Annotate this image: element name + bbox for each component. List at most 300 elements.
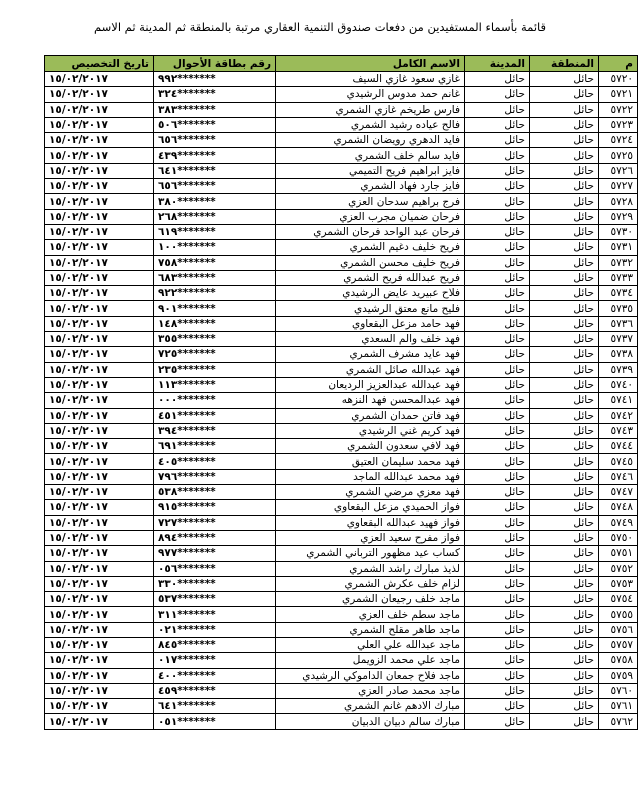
cell-city: حائل bbox=[465, 179, 530, 194]
table-row bbox=[45, 224, 638, 239]
cell-id-number: ٧٩٦******* bbox=[154, 469, 276, 484]
cell-allocation-date: ١٥/٠٢/٢٠١٧ bbox=[45, 377, 154, 392]
table-row bbox=[45, 87, 638, 102]
cell-allocation-date: ١٥/٠٢/٢٠١٧ bbox=[45, 576, 154, 591]
cell-allocation-date: ١٥/٠٢/٢٠١٧ bbox=[45, 592, 154, 607]
header-serial: م bbox=[599, 56, 638, 72]
table-body bbox=[45, 72, 638, 730]
cell-full-name: فالح عياده رشيد الشمري bbox=[276, 117, 465, 132]
table-row bbox=[45, 179, 638, 194]
cell-region: حائل bbox=[530, 607, 599, 622]
cell-serial: ٥٧٢٩ bbox=[599, 209, 638, 224]
cell-full-name: فارس طريخم غازي الشمري bbox=[276, 102, 465, 117]
cell-city: حائل bbox=[465, 224, 530, 239]
cell-id-number: ٩٧٧******* bbox=[154, 546, 276, 561]
table-row bbox=[45, 530, 638, 545]
table-row bbox=[45, 637, 638, 652]
cell-allocation-date: ١٥/٠٢/٢٠١٧ bbox=[45, 439, 154, 454]
cell-id-number: ٤٥١******* bbox=[154, 408, 276, 423]
table-row bbox=[45, 240, 638, 255]
cell-full-name: فريح خليف دغيم الشمري bbox=[276, 240, 465, 255]
cell-allocation-date: ١٥/٠٢/٢٠١٧ bbox=[45, 408, 154, 423]
cell-city: حائل bbox=[465, 332, 530, 347]
table-header-row bbox=[45, 56, 638, 72]
cell-allocation-date: ١٥/٠٢/٢٠١٧ bbox=[45, 500, 154, 515]
cell-serial: ٥٧٥٣ bbox=[599, 576, 638, 591]
cell-city: حائل bbox=[465, 362, 530, 377]
cell-allocation-date: ١٥/٠٢/٢٠١٧ bbox=[45, 637, 154, 652]
table-row bbox=[45, 270, 638, 285]
cell-full-name: ماجد فلاح جمعان الداموكي الرشيدي bbox=[276, 668, 465, 683]
cell-allocation-date: ١٥/٠٢/٢٠١٧ bbox=[45, 668, 154, 683]
table-row bbox=[45, 163, 638, 178]
cell-allocation-date: ١٥/٠٢/٢٠١٧ bbox=[45, 607, 154, 622]
cell-full-name: فريح عبدالله فريح الشمري bbox=[276, 270, 465, 285]
cell-region: حائل bbox=[530, 270, 599, 285]
cell-serial: ٥٧٤٩ bbox=[599, 515, 638, 530]
cell-city: حائل bbox=[465, 301, 530, 316]
cell-serial: ٥٧٢٧ bbox=[599, 179, 638, 194]
cell-full-name: ماجد خلف رجيعان الشمري bbox=[276, 592, 465, 607]
cell-full-name: فواز فهيد عبدالله البقعاوي bbox=[276, 515, 465, 530]
cell-region: حائل bbox=[530, 668, 599, 683]
cell-id-number: ٩١٥******* bbox=[154, 500, 276, 515]
cell-region: حائل bbox=[530, 194, 599, 209]
cell-region: حائل bbox=[530, 209, 599, 224]
cell-serial: ٥٧٦٢ bbox=[599, 714, 638, 729]
cell-city: حائل bbox=[465, 240, 530, 255]
table-row bbox=[45, 439, 638, 454]
cell-serial: ٥٧٥٧ bbox=[599, 637, 638, 652]
cell-full-name: كساب عيد مظهور الترباني الشمري bbox=[276, 546, 465, 561]
header-id-number: رقم بطاقة الأحوال bbox=[154, 56, 276, 72]
cell-serial: ٥٧٤٦ bbox=[599, 469, 638, 484]
cell-region: حائل bbox=[530, 485, 599, 500]
cell-region: حائل bbox=[530, 408, 599, 423]
cell-city: حائل bbox=[465, 423, 530, 438]
cell-full-name: فرحان ضميان مجرب العزي bbox=[276, 209, 465, 224]
cell-region: حائل bbox=[530, 530, 599, 545]
cell-allocation-date: ١٥/٠٢/٢٠١٧ bbox=[45, 117, 154, 132]
cell-allocation-date: ١٥/٠٢/٢٠١٧ bbox=[45, 362, 154, 377]
cell-full-name: فليح مانع معتق الرشيدي bbox=[276, 301, 465, 316]
cell-region: حائل bbox=[530, 148, 599, 163]
cell-allocation-date: ١٥/٠٢/٢٠١٧ bbox=[45, 454, 154, 469]
cell-allocation-date: ١٥/٠٢/٢٠١٧ bbox=[45, 179, 154, 194]
cell-serial: ٥٧٥٦ bbox=[599, 622, 638, 637]
cell-city: حائل bbox=[465, 286, 530, 301]
cell-serial: ٥٧٥٨ bbox=[599, 653, 638, 668]
table-row bbox=[45, 332, 638, 347]
cell-city: حائل bbox=[465, 408, 530, 423]
table-row bbox=[45, 347, 638, 362]
table-row bbox=[45, 133, 638, 148]
cell-id-number: ٣٨٣******* bbox=[154, 102, 276, 117]
cell-allocation-date: ١٥/٠٢/٢٠١٧ bbox=[45, 622, 154, 637]
cell-serial: ٥٧٢٤ bbox=[599, 133, 638, 148]
table-row bbox=[45, 622, 638, 637]
cell-id-number: ٩٢٢******* bbox=[154, 286, 276, 301]
cell-region: حائل bbox=[530, 332, 599, 347]
cell-allocation-date: ١٥/٠٢/٢٠١٧ bbox=[45, 530, 154, 545]
cell-full-name: ماجد علي محمد الزويمل bbox=[276, 653, 465, 668]
cell-region: حائل bbox=[530, 469, 599, 484]
cell-allocation-date: ١٥/٠٢/٢٠١٧ bbox=[45, 255, 154, 270]
cell-full-name: لزام خلف عكرش الشمري bbox=[276, 576, 465, 591]
cell-id-number: ٠٠٠******* bbox=[154, 393, 276, 408]
table-row bbox=[45, 607, 638, 622]
cell-full-name: فهد عايد مشرف الشمري bbox=[276, 347, 465, 362]
cell-serial: ٥٧٤٥ bbox=[599, 454, 638, 469]
cell-region: حائل bbox=[530, 561, 599, 576]
cell-id-number: ٩٩٢******* bbox=[154, 72, 276, 87]
cell-id-number: ٣٢٤******* bbox=[154, 87, 276, 102]
cell-city: حائل bbox=[465, 133, 530, 148]
cell-region: حائل bbox=[530, 576, 599, 591]
cell-full-name: فواز مفرح سعيد العزي bbox=[276, 530, 465, 545]
cell-allocation-date: ١٥/٠٢/٢٠١٧ bbox=[45, 714, 154, 729]
cell-serial: ٥٧٣٢ bbox=[599, 255, 638, 270]
cell-serial: ٥٧٣٧ bbox=[599, 332, 638, 347]
cell-city: حائل bbox=[465, 485, 530, 500]
cell-allocation-date: ١٥/٠٢/٢٠١٧ bbox=[45, 240, 154, 255]
cell-full-name: فهد فاتن حمدان الشمري bbox=[276, 408, 465, 423]
cell-id-number: ٦٨٣******* bbox=[154, 270, 276, 285]
cell-full-name: فايد سالم خلف الشمري bbox=[276, 148, 465, 163]
cell-region: حائل bbox=[530, 316, 599, 331]
cell-city: حائل bbox=[465, 500, 530, 515]
cell-region: حائل bbox=[530, 439, 599, 454]
cell-id-number: ٧٢٥******* bbox=[154, 347, 276, 362]
cell-city: حائل bbox=[465, 72, 530, 87]
cell-serial: ٥٧٥٥ bbox=[599, 607, 638, 622]
cell-region: حائل bbox=[530, 683, 599, 698]
cell-region: حائل bbox=[530, 714, 599, 729]
cell-allocation-date: ١٥/٠٢/٢٠١٧ bbox=[45, 316, 154, 331]
table-row bbox=[45, 362, 638, 377]
cell-id-number: ٣٥٥******* bbox=[154, 332, 276, 347]
cell-serial: ٥٧٤٧ bbox=[599, 485, 638, 500]
cell-serial: ٥٧٢٥ bbox=[599, 148, 638, 163]
table-row bbox=[45, 454, 638, 469]
cell-serial: ٥٧٢٣ bbox=[599, 117, 638, 132]
cell-allocation-date: ١٥/٠٢/٢٠١٧ bbox=[45, 546, 154, 561]
cell-city: حائل bbox=[465, 469, 530, 484]
cell-serial: ٥٧٥٩ bbox=[599, 668, 638, 683]
cell-city: حائل bbox=[465, 454, 530, 469]
cell-id-number: ٦١٩******* bbox=[154, 224, 276, 239]
cell-allocation-date: ١٥/٠٢/٢٠١٧ bbox=[45, 209, 154, 224]
page-title: قائمة بأسماء المستفيدين من دفعات صندوق التنمية العقاري مرتبة بالمنطقة ثم المدينة ثم الاسم bbox=[93, 20, 547, 34]
cell-id-number: ٣١١******* bbox=[154, 607, 276, 622]
cell-allocation-date: ١٥/٠٢/٢٠١٧ bbox=[45, 148, 154, 163]
cell-allocation-date: ١٥/٠٢/٢٠١٧ bbox=[45, 683, 154, 698]
cell-city: حائل bbox=[465, 102, 530, 117]
cell-allocation-date: ١٥/٠٢/٢٠١٧ bbox=[45, 332, 154, 347]
cell-region: حائل bbox=[530, 240, 599, 255]
cell-full-name: فهد محمد سليمان العتيق bbox=[276, 454, 465, 469]
table-row bbox=[45, 423, 638, 438]
cell-id-number: ٧٢٧******* bbox=[154, 515, 276, 530]
cell-serial: ٥٧٥٤ bbox=[599, 592, 638, 607]
cell-region: حائل bbox=[530, 179, 599, 194]
cell-serial: ٥٧٤٠ bbox=[599, 377, 638, 392]
cell-region: حائل bbox=[530, 301, 599, 316]
cell-city: حائل bbox=[465, 668, 530, 683]
cell-serial: ٥٧٣٣ bbox=[599, 270, 638, 285]
cell-city: حائل bbox=[465, 209, 530, 224]
cell-id-number: ٦٤١******* bbox=[154, 699, 276, 714]
cell-allocation-date: ١٥/٠٢/٢٠١٧ bbox=[45, 423, 154, 438]
cell-region: حائل bbox=[530, 72, 599, 87]
cell-id-number: ٠٥١******* bbox=[154, 714, 276, 729]
cell-serial: ٥٧٣٨ bbox=[599, 347, 638, 362]
table-row bbox=[45, 393, 638, 408]
table-row bbox=[45, 286, 638, 301]
cell-allocation-date: ١٥/٠٢/٢٠١٧ bbox=[45, 469, 154, 484]
cell-allocation-date: ١٥/٠٢/٢٠١٧ bbox=[45, 286, 154, 301]
cell-allocation-date: ١٥/٠٢/٢٠١٧ bbox=[45, 102, 154, 117]
cell-serial: ٥٧٢٢ bbox=[599, 102, 638, 117]
cell-region: حائل bbox=[530, 362, 599, 377]
cell-serial: ٥٧٥٠ bbox=[599, 530, 638, 545]
cell-id-number: ٣٨٠******* bbox=[154, 194, 276, 209]
cell-serial: ٥٧٦٠ bbox=[599, 683, 638, 698]
cell-city: حائل bbox=[465, 530, 530, 545]
cell-city: حائل bbox=[465, 194, 530, 209]
cell-full-name: ماجد سطم خلف العزي bbox=[276, 607, 465, 622]
cell-serial: ٥٧٣١ bbox=[599, 240, 638, 255]
cell-allocation-date: ١٥/٠٢/٢٠١٧ bbox=[45, 133, 154, 148]
cell-region: حائل bbox=[530, 102, 599, 117]
cell-full-name: فايز ابراهيم فريح التميمي bbox=[276, 163, 465, 178]
cell-full-name: فايد الدهري رويضان الشمري bbox=[276, 133, 465, 148]
cell-city: حائل bbox=[465, 316, 530, 331]
table-row bbox=[45, 699, 638, 714]
cell-id-number: ١٤٨******* bbox=[154, 316, 276, 331]
cell-region: حائل bbox=[530, 393, 599, 408]
cell-city: حائل bbox=[465, 699, 530, 714]
cell-region: حائل bbox=[530, 653, 599, 668]
cell-allocation-date: ١٥/٠٢/٢٠١٧ bbox=[45, 301, 154, 316]
cell-id-number: ٥٣٨******* bbox=[154, 485, 276, 500]
cell-id-number: ٤٣٩******* bbox=[154, 148, 276, 163]
table-row bbox=[45, 500, 638, 515]
cell-allocation-date: ١٥/٠٢/٢٠١٧ bbox=[45, 653, 154, 668]
cell-serial: ٥٧٦١ bbox=[599, 699, 638, 714]
cell-full-name: مبارك سالم دبيان الدبيان bbox=[276, 714, 465, 729]
header-full-name: الاسم الكامل bbox=[276, 56, 465, 72]
cell-city: حائل bbox=[465, 592, 530, 607]
table-row bbox=[45, 653, 638, 668]
table-row bbox=[45, 714, 638, 729]
cell-id-number: ٦٤١******* bbox=[154, 163, 276, 178]
cell-serial: ٥٧٣٦ bbox=[599, 316, 638, 331]
cell-serial: ٥٧٣٩ bbox=[599, 362, 638, 377]
table-row bbox=[45, 102, 638, 117]
cell-id-number: ٨٩٤******* bbox=[154, 530, 276, 545]
table-row bbox=[45, 301, 638, 316]
table-row bbox=[45, 683, 638, 698]
cell-region: حائل bbox=[530, 454, 599, 469]
cell-full-name: لذيذ مبارك راشد الشمري bbox=[276, 561, 465, 576]
cell-city: حائل bbox=[465, 637, 530, 652]
cell-allocation-date: ١٥/٠٢/٢٠١٧ bbox=[45, 561, 154, 576]
cell-id-number: ١١٣******* bbox=[154, 377, 276, 392]
cell-id-number: ٠٥٦******* bbox=[154, 561, 276, 576]
cell-allocation-date: ١٥/٠٢/٢٠١٧ bbox=[45, 485, 154, 500]
cell-full-name: فهد كريم غني الرشيدي bbox=[276, 423, 465, 438]
cell-city: حائل bbox=[465, 163, 530, 178]
cell-region: حائل bbox=[530, 500, 599, 515]
header-region: المنطقة bbox=[530, 56, 599, 72]
cell-full-name: فهد معزي مرضي الشمري bbox=[276, 485, 465, 500]
cell-region: حائل bbox=[530, 87, 599, 102]
cell-allocation-date: ١٥/٠٢/٢٠١٧ bbox=[45, 163, 154, 178]
cell-region: حائل bbox=[530, 423, 599, 438]
cell-allocation-date: ١٥/٠٢/٢٠١٧ bbox=[45, 270, 154, 285]
cell-region: حائل bbox=[530, 546, 599, 561]
cell-allocation-date: ١٥/٠٢/٢٠١٧ bbox=[45, 393, 154, 408]
cell-region: حائل bbox=[530, 637, 599, 652]
cell-full-name: ماجد عبدالله علي العلي bbox=[276, 637, 465, 652]
table-row bbox=[45, 546, 638, 561]
cell-serial: ٥٧٤١ bbox=[599, 393, 638, 408]
cell-city: حائل bbox=[465, 607, 530, 622]
table-row bbox=[45, 668, 638, 683]
cell-full-name: فرج براهيم سدحان العزي bbox=[276, 194, 465, 209]
table-row bbox=[45, 592, 638, 607]
cell-id-number: ٢٣٥******* bbox=[154, 362, 276, 377]
cell-city: حائل bbox=[465, 439, 530, 454]
cell-full-name: غانم حمد مدوس الرشيدي bbox=[276, 87, 465, 102]
table-row bbox=[45, 255, 638, 270]
table-row bbox=[45, 408, 638, 423]
cell-id-number: ١٠٠******* bbox=[154, 240, 276, 255]
cell-city: حائل bbox=[465, 653, 530, 668]
cell-serial: ٥٧٢١ bbox=[599, 87, 638, 102]
cell-id-number: ٠٢١******* bbox=[154, 622, 276, 637]
cell-city: حائل bbox=[465, 255, 530, 270]
cell-city: حائل bbox=[465, 347, 530, 362]
cell-region: حائل bbox=[530, 163, 599, 178]
cell-id-number: ٧٥٨******* bbox=[154, 255, 276, 270]
cell-serial: ٥٧٣٠ bbox=[599, 224, 638, 239]
cell-id-number: ٨٤٥******* bbox=[154, 637, 276, 652]
cell-region: حائل bbox=[530, 592, 599, 607]
cell-full-name: فهد عبدالله عبدالعزيز الرديعان bbox=[276, 377, 465, 392]
cell-serial: ٥٧٥٢ bbox=[599, 561, 638, 576]
cell-id-number: ٣٣٠******* bbox=[154, 576, 276, 591]
cell-full-name: فهد عبدالله صائل الشمري bbox=[276, 362, 465, 377]
cell-id-number: ٦٥٦******* bbox=[154, 133, 276, 148]
cell-serial: ٥٧٤٣ bbox=[599, 423, 638, 438]
cell-id-number: ٦٥٦******* bbox=[154, 179, 276, 194]
cell-city: حائل bbox=[465, 270, 530, 285]
table-row bbox=[45, 72, 638, 87]
cell-region: حائل bbox=[530, 255, 599, 270]
cell-full-name: ماجد محمد صادر العزي bbox=[276, 683, 465, 698]
cell-city: حائل bbox=[465, 117, 530, 132]
cell-full-name: فهد لافي سعدون الشمري bbox=[276, 439, 465, 454]
beneficiaries-table bbox=[44, 55, 638, 730]
cell-region: حائل bbox=[530, 377, 599, 392]
cell-region: حائل bbox=[530, 224, 599, 239]
cell-id-number: ٥٠٦******* bbox=[154, 117, 276, 132]
cell-serial: ٥٧٤٨ bbox=[599, 500, 638, 515]
cell-full-name: فرحان عبد الواحد فرحان الشمري bbox=[276, 224, 465, 239]
cell-id-number: ٩٠١******* bbox=[154, 301, 276, 316]
cell-city: حائل bbox=[465, 622, 530, 637]
cell-region: حائل bbox=[530, 622, 599, 637]
cell-id-number: ٤٠٥******* bbox=[154, 454, 276, 469]
cell-allocation-date: ١٥/٠٢/٢٠١٧ bbox=[45, 224, 154, 239]
header-city: المدينة bbox=[465, 56, 530, 72]
cell-region: حائل bbox=[530, 347, 599, 362]
cell-city: حائل bbox=[465, 714, 530, 729]
cell-id-number: ٠١٧******* bbox=[154, 653, 276, 668]
cell-allocation-date: ١٥/٠٢/٢٠١٧ bbox=[45, 515, 154, 530]
cell-serial: ٥٧٢٨ bbox=[599, 194, 638, 209]
cell-id-number: ٥٣٧******* bbox=[154, 592, 276, 607]
cell-region: حائل bbox=[530, 117, 599, 132]
cell-id-number: ٤٥٩******* bbox=[154, 683, 276, 698]
cell-region: حائل bbox=[530, 286, 599, 301]
cell-city: حائل bbox=[465, 87, 530, 102]
cell-full-name: فهد محمد عبدالله الماجد bbox=[276, 469, 465, 484]
cell-allocation-date: ١٥/٠٢/٢٠١٧ bbox=[45, 194, 154, 209]
table-row bbox=[45, 316, 638, 331]
cell-full-name: غازي سعود غازي السيف bbox=[276, 72, 465, 87]
cell-serial: ٥٧٤٢ bbox=[599, 408, 638, 423]
cell-city: حائل bbox=[465, 515, 530, 530]
cell-city: حائل bbox=[465, 546, 530, 561]
cell-serial: ٥٧٤٤ bbox=[599, 439, 638, 454]
cell-region: حائل bbox=[530, 515, 599, 530]
cell-allocation-date: ١٥/٠٢/٢٠١٧ bbox=[45, 72, 154, 87]
table-row bbox=[45, 515, 638, 530]
cell-full-name: فواز الحميدي مزعل البقعاوي bbox=[276, 500, 465, 515]
table-row bbox=[45, 576, 638, 591]
table-row bbox=[45, 194, 638, 209]
cell-full-name: فايز جارد فهاد الشمري bbox=[276, 179, 465, 194]
cell-serial: ٥٧٣٥ bbox=[599, 301, 638, 316]
cell-serial: ٥٧٢٦ bbox=[599, 163, 638, 178]
cell-city: حائل bbox=[465, 148, 530, 163]
cell-serial: ٥٧٢٠ bbox=[599, 72, 638, 87]
table-row bbox=[45, 209, 638, 224]
cell-city: حائل bbox=[465, 576, 530, 591]
table-row bbox=[45, 485, 638, 500]
cell-full-name: فهد عبدالمحسن فهد النزهه bbox=[276, 393, 465, 408]
cell-full-name: فلاح عبيريد عايض الرشيدي bbox=[276, 286, 465, 301]
cell-serial: ٥٧٥١ bbox=[599, 546, 638, 561]
cell-full-name: ماجد طاهر مقلح الشمري bbox=[276, 622, 465, 637]
cell-full-name: مبارك الادهم غانم الشمري bbox=[276, 699, 465, 714]
table-row bbox=[45, 148, 638, 163]
cell-allocation-date: ١٥/٠٢/٢٠١٧ bbox=[45, 699, 154, 714]
cell-id-number: ٦٩١******* bbox=[154, 439, 276, 454]
table-row bbox=[45, 561, 638, 576]
table-row bbox=[45, 377, 638, 392]
cell-full-name: فهد حامد مزعل البقعاوي bbox=[276, 316, 465, 331]
cell-id-number: ٤٠٠******* bbox=[154, 668, 276, 683]
cell-region: حائل bbox=[530, 699, 599, 714]
cell-allocation-date: ١٥/٠٢/٢٠١٧ bbox=[45, 87, 154, 102]
cell-allocation-date: ١٥/٠٢/٢٠١٧ bbox=[45, 347, 154, 362]
cell-serial: ٥٧٣٤ bbox=[599, 286, 638, 301]
cell-city: حائل bbox=[465, 377, 530, 392]
